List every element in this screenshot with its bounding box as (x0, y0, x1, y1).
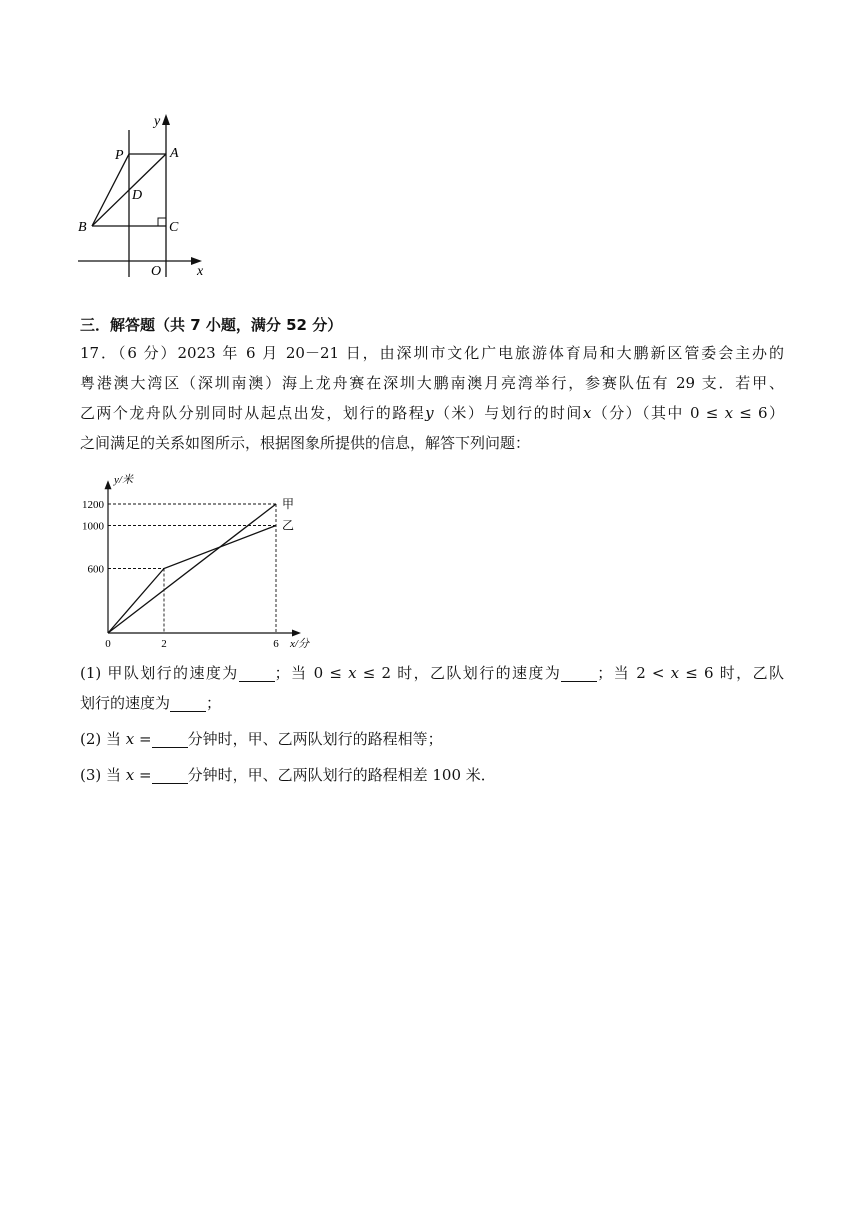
var-x: x (670, 664, 680, 682)
q1-a: (1) 甲队划行的速度为 (80, 664, 239, 682)
var-x-2: x (724, 404, 734, 422)
question-17 (80, 338, 784, 458)
y-tick-label-1200: 1200 (82, 499, 104, 511)
q17-line-3d: ≤ 6） (733, 404, 784, 422)
q17-line-1: 17．（6 分）2023 年 6 月 20－21 日，由深圳市文化广电旅游体育局和大鹏新区管委会主办的 (80, 344, 784, 362)
x-tick-label-6: 6 (273, 638, 279, 650)
q17-line-2: 粤港澳大湾区（深圳南澳）海上龙舟赛在深圳大鹏南澳月亮湾举行，参赛队伍有 29 支．若甲、 (80, 374, 784, 392)
q3-line (80, 760, 784, 790)
q2-b: = (134, 730, 152, 748)
label-b: B (78, 220, 87, 235)
var-y: y (425, 404, 434, 422)
q1-g: ； (206, 694, 222, 712)
var-x: x (582, 404, 592, 422)
right-angle-mark (158, 218, 166, 226)
answer-blank-q1-jia[interactable] (239, 665, 275, 682)
x-axis-label: x/分 (290, 638, 309, 650)
q1-f: 划行的速度为 (80, 694, 171, 712)
q3-b: = (134, 766, 152, 784)
q2-a: (2) 当 (80, 730, 126, 748)
section-title: 三．解答题（共 7 小题，满分 52 分） (80, 316, 343, 334)
q1-c: ≤ 2 时，乙队划行的速度为 (356, 664, 562, 682)
y-tick-label-1000: 1000 (82, 520, 104, 533)
y-axis-arrow (105, 480, 112, 489)
q17-line-3a: 乙两个龙舟队分别同时从起点出发，划行的路程 (80, 404, 426, 422)
answer-blank-q1-yi-2[interactable] (170, 695, 206, 712)
label-a: A (170, 146, 179, 161)
answer-blank-q1-yi-1[interactable] (561, 665, 597, 682)
subquestions (80, 658, 784, 790)
answer-blank-q3[interactable] (152, 767, 188, 784)
y-tick-label-600: 600 (87, 563, 104, 576)
q2-line (80, 724, 784, 754)
var-x: x (348, 664, 357, 682)
q17-line-3 (80, 398, 784, 428)
q3-a: (3) 当 (80, 766, 126, 784)
q17-line-3c: （分）（其中 0 ≤ (591, 404, 725, 422)
distance-time-chart (76, 470, 309, 654)
var-x: x (125, 766, 135, 784)
q17-line-3b: （米）与划行的时间 (433, 404, 583, 422)
label-c: C (169, 220, 179, 235)
answer-blank-q2[interactable] (152, 731, 188, 748)
segment-bp (92, 154, 129, 226)
y-axis-arrow (162, 114, 170, 125)
x-tick-label-0: 0 (105, 638, 111, 650)
q1-line-2 (80, 688, 784, 718)
label-o: O (151, 264, 162, 279)
label-x: x (197, 264, 204, 279)
q1-b: ；当 0 ≤ (274, 664, 349, 682)
q17-line-4: 之间满足的关系如图所示，根据图象所提供的信息，解答下列问题： (80, 434, 531, 452)
series-line-yi (108, 526, 276, 634)
q3-c: 分钟时，甲、乙两队划行的路程相差 100 米． (187, 766, 496, 784)
q1-e: ≤ 6 时，乙队 (679, 664, 784, 682)
q2-c: 分钟时，甲、乙两队划行的路程相等； (187, 730, 443, 748)
x-axis-arrow (292, 630, 301, 637)
var-x: x (125, 730, 135, 748)
series-label-yi: 乙 (282, 518, 295, 533)
series-label-jia: 甲 (282, 497, 295, 511)
label-d: D (132, 188, 143, 203)
geometry-figure (70, 105, 220, 285)
label-p: P (115, 148, 124, 163)
x-tick-label-2: 2 (161, 638, 167, 650)
q1-line-1 (80, 658, 784, 688)
y-axis-label: y/米 (114, 474, 133, 486)
label-y: y (154, 114, 161, 129)
q1-d: ；当 2 < (597, 664, 671, 682)
